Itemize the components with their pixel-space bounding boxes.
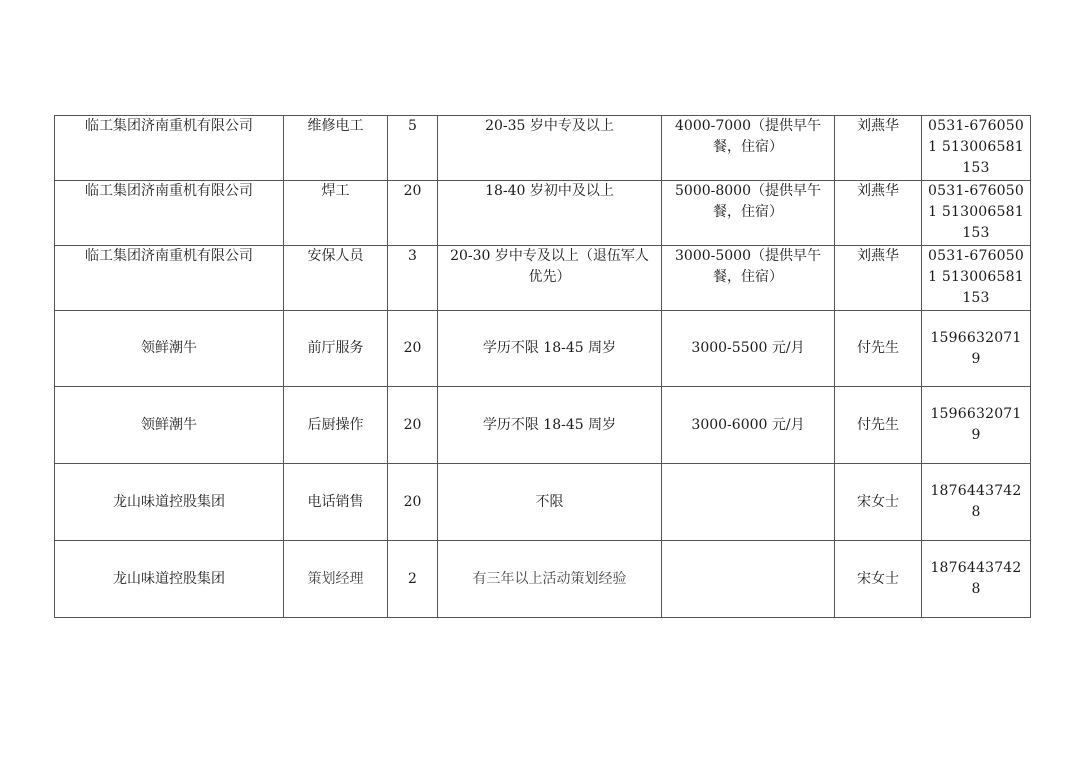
table-row xyxy=(55,116,1031,181)
salary-cell: 5000-8000（提供早午餐，住宿） xyxy=(662,181,835,246)
contact-cell: 宋女士 xyxy=(835,464,922,541)
phone-cell: 0531-6760501 513006581153 xyxy=(922,246,1031,311)
salary-cell: 3000-5000（提供早午餐，住宿） xyxy=(662,246,835,311)
company-cell: 临工集团济南重机有限公司 xyxy=(55,246,284,311)
count-cell: 20 xyxy=(388,464,438,541)
requirement-cell: 20-35 岁中专及以上 xyxy=(438,116,662,181)
phone-cell: 18764437428 xyxy=(922,464,1031,541)
table-row xyxy=(55,464,1031,541)
table-row xyxy=(55,311,1031,387)
salary-cell: 3000-6000 元/月 xyxy=(662,387,835,464)
phone-cell: 15966320719 xyxy=(922,387,1031,464)
contact-cell: 刘燕华 xyxy=(835,116,922,181)
position-cell: 前厅服务 xyxy=(284,311,388,387)
company-cell: 领鲜潮牛 xyxy=(55,311,284,387)
salary-cell xyxy=(662,464,835,541)
salary-cell: 3000-5500 元/月 xyxy=(662,311,835,387)
count-cell: 5 xyxy=(388,116,438,181)
recruitment-table xyxy=(54,115,1031,618)
salary-cell: 4000-7000（提供早午餐，住宿） xyxy=(662,116,835,181)
requirement-cell: 20-30 岁中专及以上（退伍军人优先） xyxy=(438,246,662,311)
position-cell: 后厨操作 xyxy=(284,387,388,464)
position-cell: 维修电工 xyxy=(284,116,388,181)
requirement-cell: 不限 xyxy=(438,464,662,541)
table-row xyxy=(55,181,1031,246)
contact-cell: 付先生 xyxy=(835,387,922,464)
salary-cell xyxy=(662,541,835,618)
contact-cell: 刘燕华 xyxy=(835,181,922,246)
company-cell: 临工集团济南重机有限公司 xyxy=(55,181,284,246)
phone-cell: 0531-6760501 513006581153 xyxy=(922,181,1031,246)
phone-cell: 0531-6760501 513006581153 xyxy=(922,116,1031,181)
position-cell: 策划经理 xyxy=(284,541,388,618)
requirement-cell: 有三年以上活动策划经验 xyxy=(438,541,662,618)
table-row xyxy=(55,541,1031,618)
contact-cell: 宋女士 xyxy=(835,541,922,618)
requirement-cell: 18-40 岁初中及以上 xyxy=(438,181,662,246)
count-cell: 2 xyxy=(388,541,438,618)
count-cell: 3 xyxy=(388,246,438,311)
position-cell: 焊工 xyxy=(284,181,388,246)
position-cell: 安保人员 xyxy=(284,246,388,311)
count-cell: 20 xyxy=(388,311,438,387)
requirement-cell: 学历不限 18-45 周岁 xyxy=(438,311,662,387)
phone-cell: 15966320719 xyxy=(922,311,1031,387)
position-cell: 电话销售 xyxy=(284,464,388,541)
count-cell: 20 xyxy=(388,181,438,246)
count-cell: 20 xyxy=(388,387,438,464)
company-cell: 领鲜潮牛 xyxy=(55,387,284,464)
contact-cell: 刘燕华 xyxy=(835,246,922,311)
requirement-cell: 学历不限 18-45 周岁 xyxy=(438,387,662,464)
table-row xyxy=(55,246,1031,311)
table-row xyxy=(55,387,1031,464)
phone-cell: 18764437428 xyxy=(922,541,1031,618)
company-cell: 龙山味道控股集团 xyxy=(55,541,284,618)
company-cell: 龙山味道控股集团 xyxy=(55,464,284,541)
company-cell: 临工集团济南重机有限公司 xyxy=(55,116,284,181)
contact-cell: 付先生 xyxy=(835,311,922,387)
